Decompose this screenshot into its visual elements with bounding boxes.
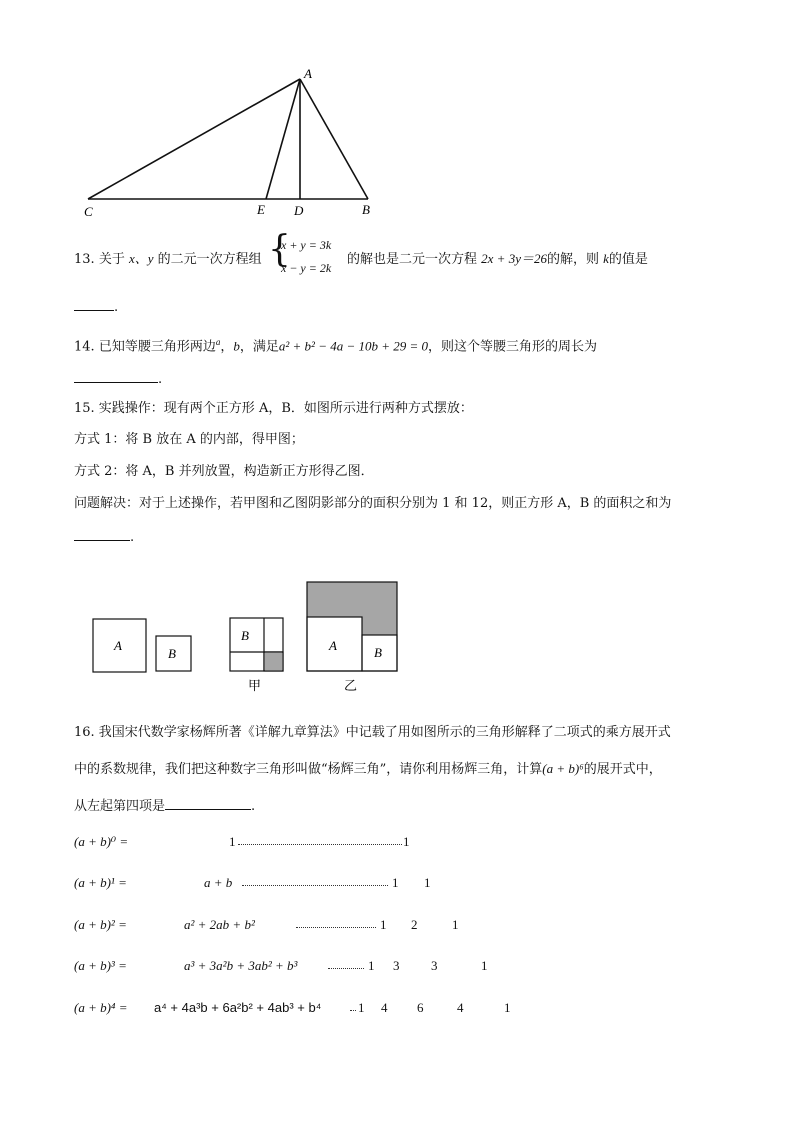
yh-coef-3-2: 3 bbox=[431, 958, 438, 973]
q13-post3: 的值是 bbox=[608, 252, 648, 267]
yh-coef-4-4: 1 bbox=[504, 1000, 511, 1015]
q13-k: k bbox=[603, 251, 609, 266]
q13-vars: x、y bbox=[128, 251, 154, 266]
squares-figure bbox=[88, 578, 408, 698]
yh-row-1 bbox=[74, 875, 794, 895]
q14-answer-line bbox=[74, 370, 162, 388]
q14-a: a bbox=[215, 337, 221, 347]
q16-line3-text: 从左起第四项是 bbox=[74, 799, 166, 814]
q15-line4: 问题解决：对于上述操作，若甲图和乙图阴影部分的面积分别为 1 和 12，则正方形 A，B 的面积之和为 bbox=[74, 496, 672, 511]
yh-lhs-2: (a + b)² = bbox=[74, 917, 127, 932]
q14-mid: ，满足 bbox=[239, 339, 279, 355]
q15-answer-blank[interactable] bbox=[74, 528, 130, 541]
q15-line1: 15. 实践操作：现有两个正方形 A，B．如图所示进行两种方式摆放： bbox=[74, 401, 473, 416]
yh-expr-3: a³ + 3a²b + 3ab² + b³ bbox=[184, 958, 298, 973]
q14-end: . bbox=[158, 372, 163, 387]
yh-coef-2-0: 1 bbox=[380, 917, 387, 932]
q13-post1: 的解也是二元一次方程 bbox=[347, 252, 478, 267]
q13-post2: 的解，则 bbox=[546, 252, 599, 267]
q13-answer-line bbox=[74, 298, 118, 316]
q13-pre: 关于 bbox=[98, 252, 125, 267]
yh-coef-4-3: 4 bbox=[457, 1000, 464, 1015]
yh-coef-3-1: 3 bbox=[393, 958, 400, 973]
yh-coef-1-1: 1 bbox=[424, 875, 431, 890]
yh-coef-4-2: 6 bbox=[417, 1000, 424, 1015]
yh-coef-2-2: 1 bbox=[452, 917, 459, 932]
triangle-figure bbox=[70, 62, 390, 222]
label-B: B bbox=[362, 202, 370, 217]
q14-sep: ， bbox=[220, 339, 234, 355]
q13-eq3: 2x + 3y＝26 bbox=[481, 251, 547, 266]
q15-line2: 方式 1：将 B 放在 A 的内部，得甲图； bbox=[74, 432, 304, 447]
yh-lhs-4: (a + b)⁴ = bbox=[74, 1000, 128, 1015]
q16-line1: 16. 我国宋代数学家杨辉所著《详解九章算法》中记载了用如图所示的三角形解释了二项式的乘方展开式 bbox=[74, 725, 671, 740]
label-A: A bbox=[304, 66, 312, 81]
yh-row-2 bbox=[74, 917, 794, 937]
yh-expr-4: a⁴ + 4a³b + 6a²b² + 4ab³ + b⁴ bbox=[154, 1000, 322, 1015]
q13-system-brace: { bbox=[268, 229, 291, 270]
q14-equation: a² + b² − 4a − 10b + 29 = 0 bbox=[278, 338, 429, 354]
q15-answer-line bbox=[74, 528, 134, 546]
q14-number: 14. bbox=[74, 339, 95, 355]
yh-coef-3-3: 1 bbox=[481, 958, 488, 973]
q14-b: b bbox=[233, 338, 240, 354]
q16-line2 bbox=[74, 761, 662, 778]
q14-post: ，则这个等腰三角形的周长为 bbox=[428, 339, 598, 355]
q15-line3: 方式 2：将 A，B 并列放置，构造新正方形得乙图． bbox=[74, 464, 374, 479]
q13-mid: 的二元一次方程组 bbox=[157, 252, 262, 267]
yh-expr-1: a + b bbox=[204, 875, 233, 890]
yh-expr-2: a² + 2ab + b² bbox=[184, 917, 255, 932]
yh-coef-2-1: 2 bbox=[411, 917, 418, 932]
yh-lhs-1: (a + b)¹ = bbox=[74, 875, 127, 890]
fig-caption-yi: 乙 bbox=[344, 679, 358, 694]
q14-pre: 已知等腰三角形两边 bbox=[98, 339, 216, 355]
yh-dots-0 bbox=[238, 836, 402, 845]
q14-answer-blank[interactable] bbox=[74, 370, 158, 383]
yh-dots-3 bbox=[328, 960, 364, 969]
fig-label-B1: B bbox=[168, 646, 176, 661]
q16-line3 bbox=[74, 797, 255, 815]
q15-end: . bbox=[130, 530, 135, 545]
yh-dots-2 bbox=[296, 919, 376, 928]
q13-number: 13. bbox=[74, 252, 95, 267]
question-13 bbox=[74, 251, 262, 268]
q16-line2-post: 的展开式中， bbox=[583, 762, 662, 777]
q13-end: . bbox=[114, 300, 119, 315]
label-D: D bbox=[294, 203, 304, 218]
fig-caption-jia: 甲 bbox=[248, 679, 262, 694]
fig-label-A-yi: A bbox=[329, 638, 337, 653]
label-C: C bbox=[84, 204, 93, 219]
q16-line2-pre: 中的系数规律，我们把这种数字三角形叫做“杨辉三角”，请你利用杨辉三角，计算 bbox=[74, 762, 543, 777]
q13-tail bbox=[347, 251, 648, 268]
q13-eq1: x + y = 3k bbox=[281, 238, 332, 252]
q16-answer-blank[interactable] bbox=[165, 797, 251, 810]
fig-label-B-yi: B bbox=[374, 645, 382, 660]
fig-label-B-jia: B bbox=[241, 628, 249, 643]
question-14 bbox=[74, 334, 597, 355]
yh-row-0 bbox=[74, 834, 794, 854]
yh-coef-4-1: 4 bbox=[381, 1000, 388, 1015]
q13-answer-blank[interactable] bbox=[74, 298, 114, 311]
yh-coef-0-0: 1 bbox=[403, 834, 410, 849]
fig-label-A1: A bbox=[114, 638, 122, 653]
yh-row-4 bbox=[74, 1000, 794, 1020]
yh-coef-4-0: 1 bbox=[358, 1000, 365, 1015]
yh-expr-0: 1 bbox=[229, 834, 236, 849]
yh-coef-3-0: 1 bbox=[368, 958, 375, 973]
q16-end: . bbox=[251, 799, 256, 814]
yh-coef-1-0: 1 bbox=[392, 875, 399, 890]
yh-row-3 bbox=[74, 958, 794, 978]
q13-eq2: x − y = 2k bbox=[281, 261, 332, 275]
q16-expr: (a + b)⁶ bbox=[542, 761, 584, 776]
yh-dots-4 bbox=[350, 1002, 356, 1011]
yh-dots-1 bbox=[242, 877, 388, 886]
label-E: E bbox=[257, 202, 265, 217]
yh-lhs-3: (a + b)³ = bbox=[74, 958, 127, 973]
yh-lhs-0: (a + b)⁰ = bbox=[74, 834, 129, 849]
